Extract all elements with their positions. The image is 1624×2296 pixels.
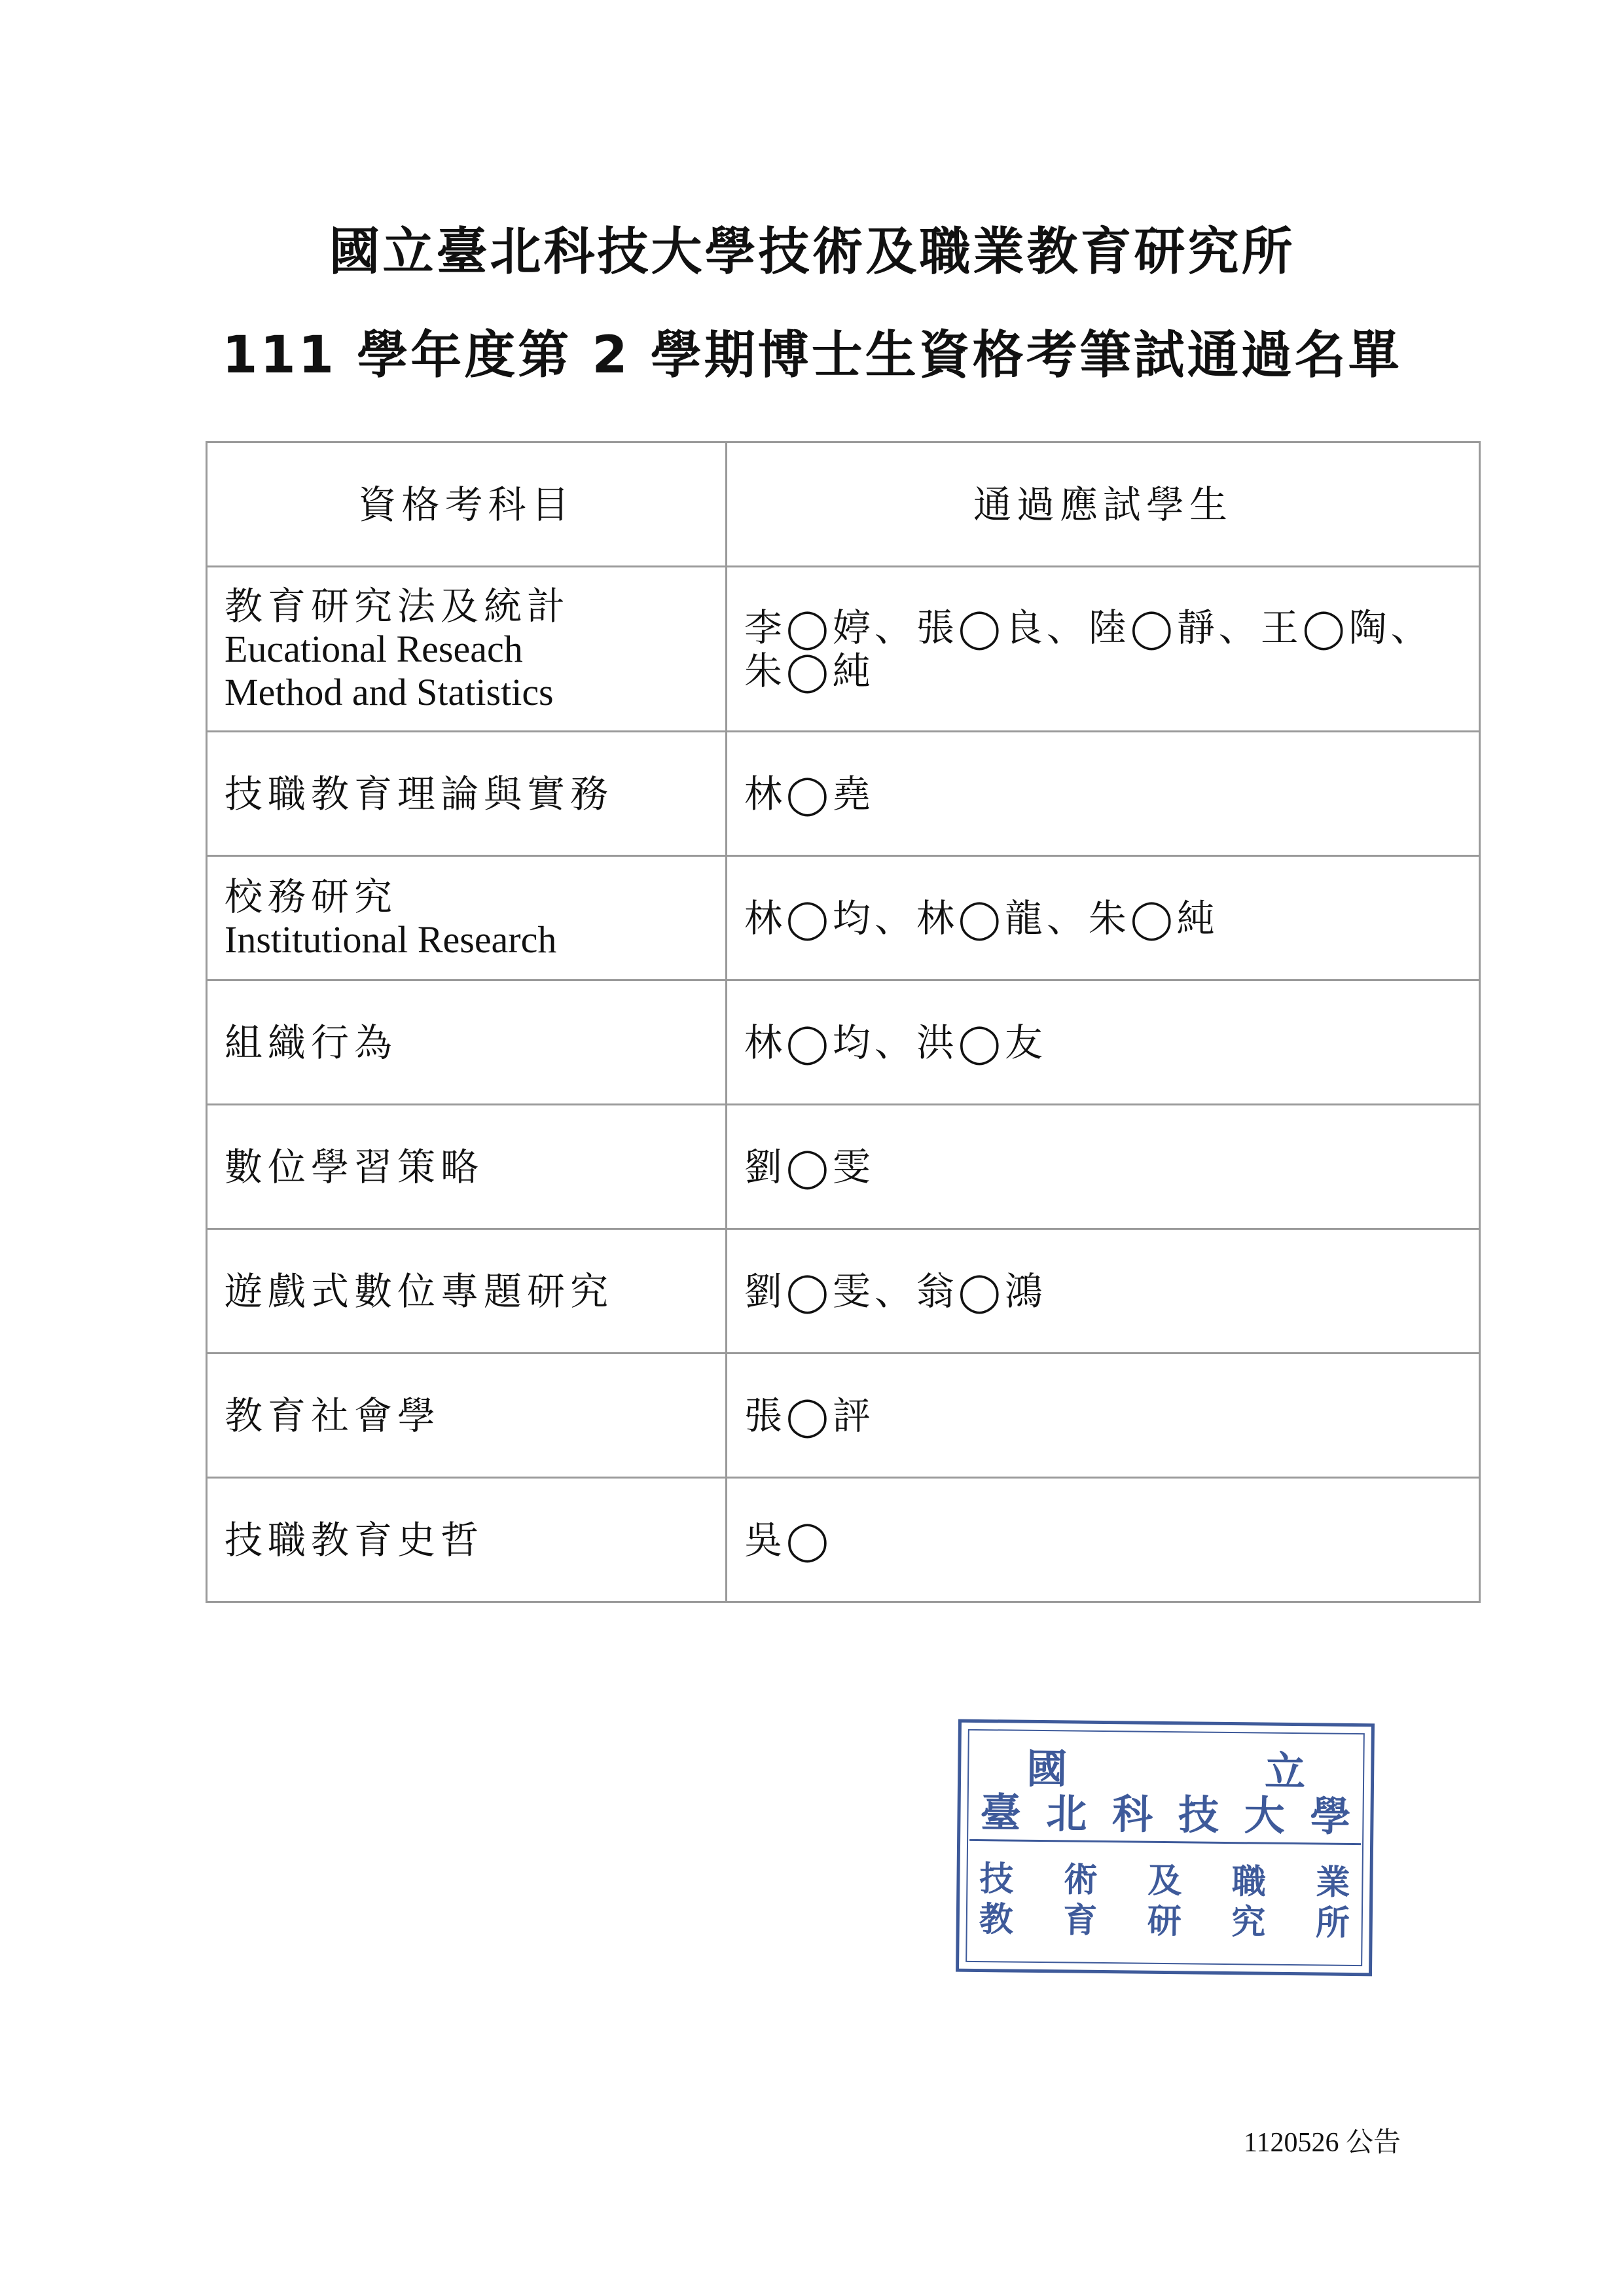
stamp-char: 育 (1062, 1900, 1098, 1941)
students-cell: 劉◯雯、翁◯鴻 (727, 1229, 1480, 1354)
stamp-char: 教 (979, 1899, 1014, 1940)
stamp-char: 技 (979, 1859, 1014, 1899)
subject-zh: 技職教育理論與實務 (225, 771, 614, 816)
table-row (207, 1105, 1480, 1229)
subject-zh: 數位學習策略 (225, 1144, 484, 1189)
stamp-char: 立 (1264, 1747, 1306, 1796)
stamp-char: 術 (1063, 1859, 1098, 1900)
table-header-row (207, 442, 1480, 567)
official-seal-stamp (956, 1719, 1375, 1977)
students-cell: 吳◯ (727, 1478, 1480, 1602)
subject-cell (207, 567, 727, 732)
subject-cell (207, 1229, 727, 1354)
subject-en: Institutional Research (225, 918, 557, 961)
table-row (207, 567, 1480, 732)
stamp-char: 究 (1231, 1902, 1266, 1943)
students-cell: 張◯評 (727, 1354, 1480, 1478)
subject-zh: 組織行為 (225, 1020, 398, 1065)
header-subject: 資格考科目 (207, 442, 727, 567)
stamp-char: 職 (1231, 1861, 1267, 1902)
subject-cell (207, 1105, 727, 1229)
title-line-1: 國立臺北科技大學技術及職業教育研究所 (329, 223, 1295, 281)
students-cell: 劉◯雯 (727, 1105, 1480, 1229)
header-students: 通過應試學生 (727, 442, 1480, 567)
students-cell: 李◯婷、張◯良、陸◯靜、王◯陶、朱◯純 (727, 567, 1480, 732)
table-row (207, 1354, 1480, 1478)
subject-en: Eucational Reseach (225, 627, 523, 670)
students-cell: 林◯堯 (727, 732, 1480, 856)
title-line-2: 111 學年度第 2 學期博士生資格考筆試通過名單 (222, 326, 1402, 385)
subject-zh: 技職教育史哲 (225, 1517, 484, 1562)
subject-zh: 校務研究 (225, 874, 398, 919)
stamp-char: 業 (1316, 1862, 1350, 1903)
table-row (207, 856, 1480, 980)
stamp-char: 所 (1315, 1903, 1350, 1943)
announcement-date: 1120526 公告 (1244, 2128, 1401, 2158)
table-row (207, 732, 1480, 856)
subject-cell (207, 732, 727, 856)
stamp-row-4 (979, 1892, 1350, 1945)
subject-cell (207, 1354, 727, 1478)
stamp-char: 科 (1111, 1790, 1153, 1839)
stamp-char: 技 (1178, 1791, 1219, 1839)
table-row (207, 1229, 1480, 1354)
students-cell: 林◯均、林◯龍、朱◯純 (727, 856, 1480, 980)
stamp-char: 臺 (980, 1789, 1021, 1837)
subject-cell (207, 856, 727, 980)
stamp-char: 及 (1147, 1860, 1182, 1901)
stamp-char: 大 (1244, 1791, 1286, 1840)
students-cell: 林◯均、洪◯友 (727, 980, 1480, 1105)
stamp-char: 研 (1147, 1901, 1182, 1942)
subject-en: Method and Statistics (225, 670, 554, 713)
stamp-char: 國 (1026, 1744, 1068, 1793)
stamp-char: 學 (1310, 1792, 1351, 1840)
subject-zh: 教育研究法及統計 (225, 583, 571, 628)
stamp-row-2 (980, 1780, 1351, 1842)
subject-zh: 遊戲式數位專題研究 (225, 1268, 614, 1314)
subject-cell (207, 1478, 727, 1602)
subject-cell (207, 980, 727, 1105)
table-row (207, 980, 1480, 1105)
subject-zh: 教育社會學 (225, 1393, 441, 1438)
results-table (206, 441, 1481, 1603)
stamp-char: 北 (1045, 1789, 1087, 1838)
table-row (207, 1478, 1480, 1602)
